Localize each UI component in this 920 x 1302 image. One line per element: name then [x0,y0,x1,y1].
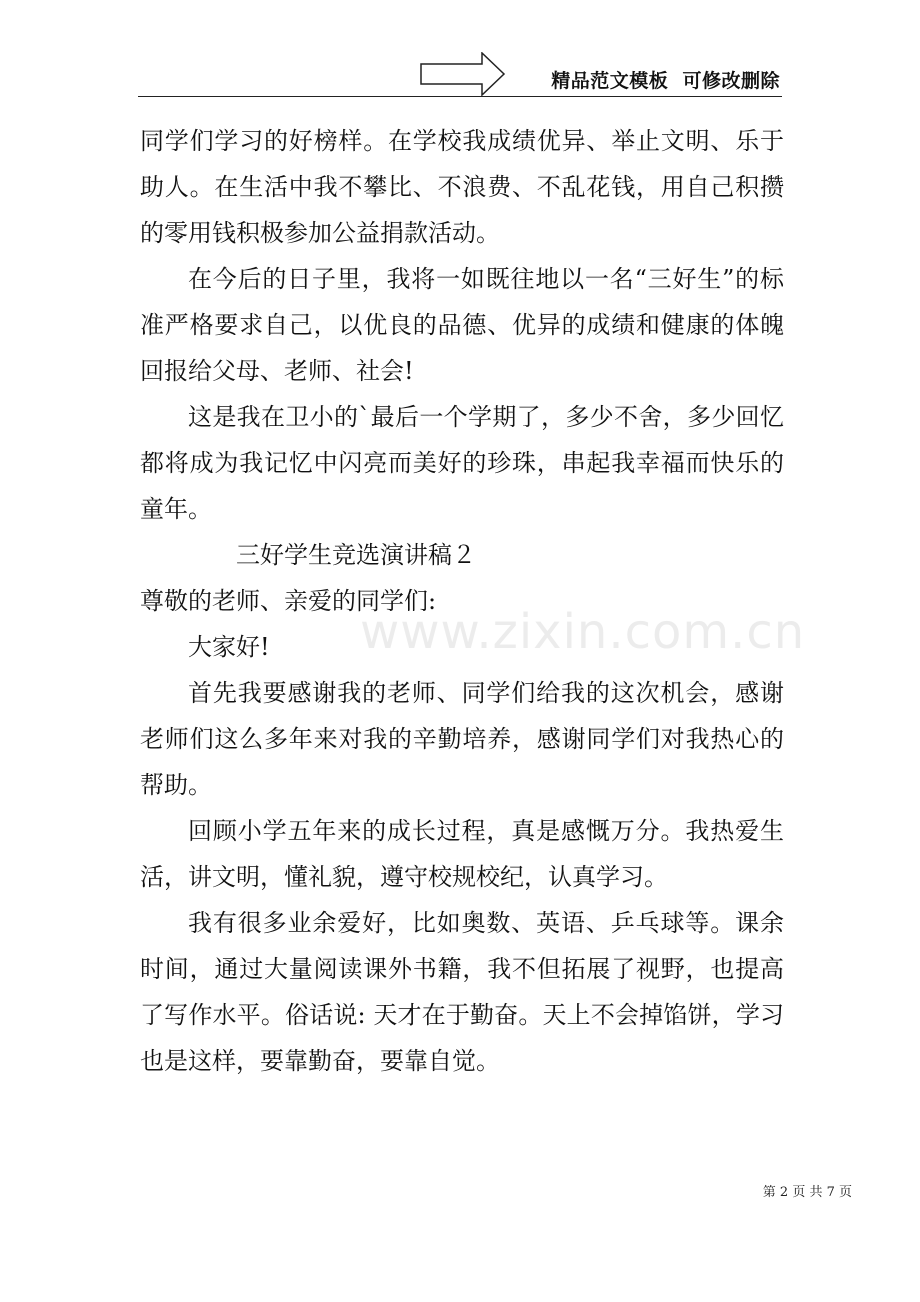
document-body [140,118,784,1084]
paragraph: 同学们学习的好榜样。在学校我成绩优异、举止文明、乐于助人。在生活中我不攀比、不浪费、不乱花钱，用自己积攒的零用钱积极参加公益捐款活动。 [140,127,784,247]
right-arrow-icon [420,52,506,96]
paragraph: 这是我在卫小的`最后一个学期了，多少不舍，多少回忆都将成为我记忆中闪亮而美好的珍珠，串起我幸福而快乐的童年。 [140,403,784,523]
greeting: 大家好! [188,633,270,661]
paragraph: 回顾小学五年来的成长过程，真是感慨万分。我热爱生活，讲文明，懂礼貌，遵守校规校纪，认真学习。 [140,817,784,891]
salutation: 尊敬的老师、亲爱的同学们: [140,587,437,615]
watermark: www.zixin.com.cn [360,604,806,660]
header-title: 精品范文模板 可修改删除 [551,70,780,92]
paragraph: 我有很多业余爱好，比如奥数、英语、乒乓球等。课余时间，通过大量阅读课外书籍，我不但拓展了视野，也提高了写作水平。俗话说: 天才在于勤奋。天上不会掉馅饼，学习也是这样，要靠勤奋，要靠自觉。 [140,909,784,1075]
paragraph: 首先我要感谢我的老师、同学们给我的这次机会，感谢老师们这么多年来对我的辛勤培养，感谢同学们对我热心的帮助。 [140,679,784,799]
page-number: 第 2 页 共 7 页 [762,1185,852,1200]
paragraph: 在今后的日子里，我将一如既往地以一名“三好生”的标准严格要求自己，以优良的品德、优异的成绩和健康的体魄回报给父母、老师、社会! [140,265,784,385]
page-header [138,50,782,97]
section-title: 三好学生竞选演讲稿２ [236,541,476,569]
